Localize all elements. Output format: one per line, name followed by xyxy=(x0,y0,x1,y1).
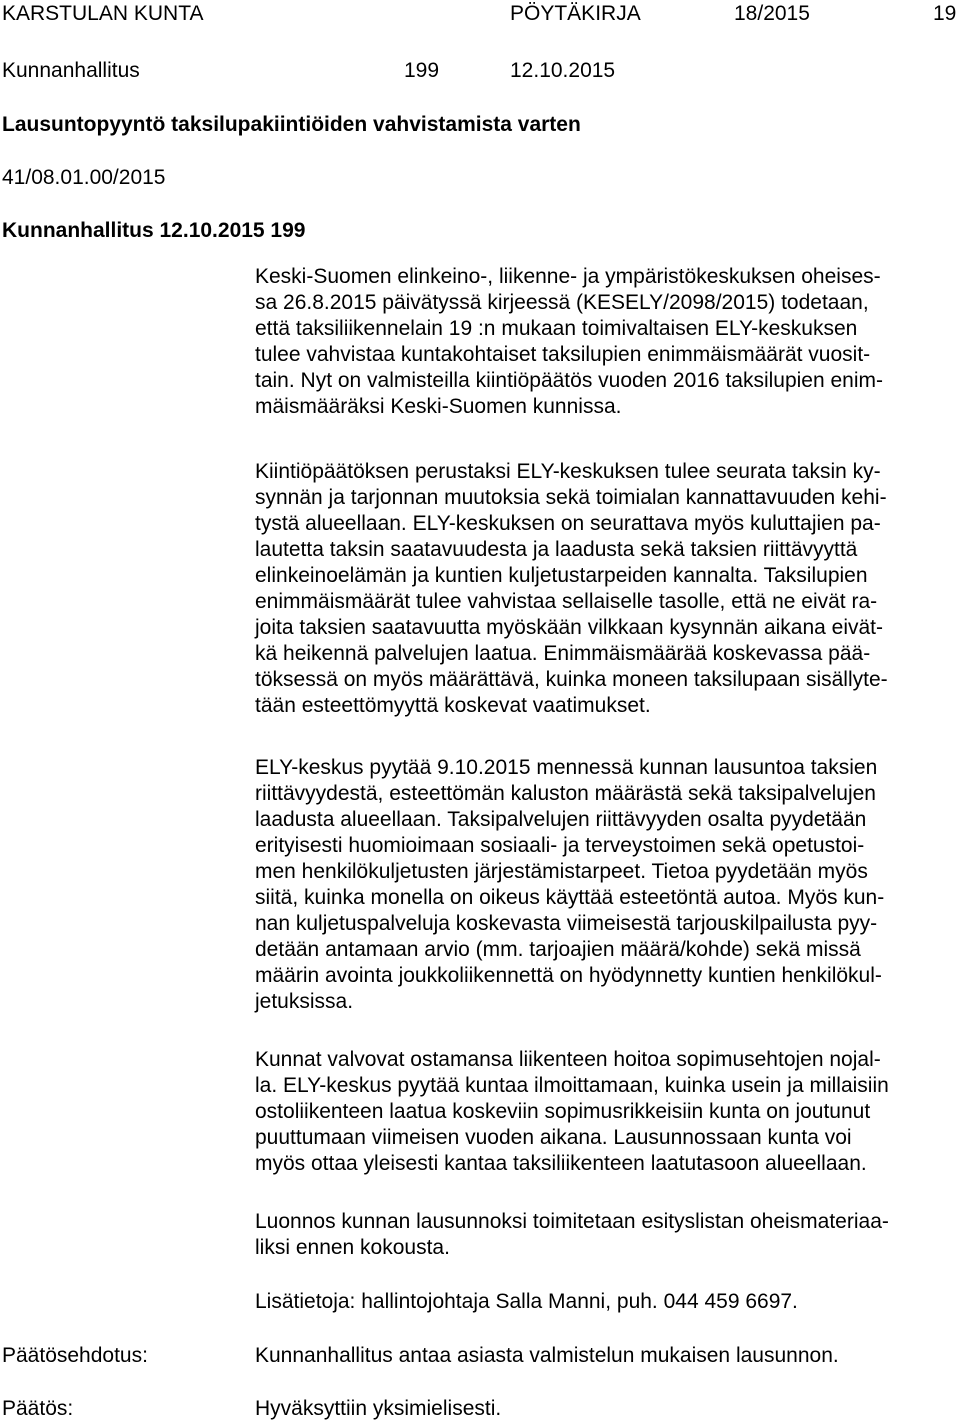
text-line: erityisesti huomioimaan sosiaali- ja terveystoimen sekä opetustoi- xyxy=(255,834,865,857)
text-line: tystä alueellaan. ELY-keskuksen on seurattava myös kuluttajien pa- xyxy=(255,512,881,535)
text-line: riittävyydestä, esteettömän kaluston määrästä sekä taksipalvelujen xyxy=(255,782,876,805)
text-line: detään antamaan arvio (mm. tarjoajien määrä/kohde) sekä missä xyxy=(255,938,861,961)
text-line: Keski-Suomen elinkeino-, liikenne- ja ympäristökeskuksen oheises- xyxy=(255,265,881,288)
decision-label: Päätös: xyxy=(2,1397,74,1420)
text-line: enimmäismäärät tulee vahvistaa sellaiselle tasolle, että ne eivät ra- xyxy=(255,590,878,613)
text-line: synnän ja tarjonnan muutoksia sekä toimialan kannattavuuden kehi- xyxy=(255,486,887,509)
text-line: liksi ennen kokousta. xyxy=(255,1236,450,1259)
paragraph-draft-statement xyxy=(255,1209,957,1261)
paragraph-statement-request xyxy=(255,755,957,1015)
text-line: puuttumaan viimeisen vuoden aikana. Lausunnossaan kunta voi xyxy=(255,1126,852,1149)
text-line: lautetta taksin saatavuudesta ja laadusta sekä taksien riittävyyttä xyxy=(255,538,858,561)
text-line: Kunnat valvovat ostamansa liikenteen hoitoa sopimusehtojen nojal- xyxy=(255,1048,881,1071)
text-line: elinkeinoelämän ja kuntien kuljetustarpeiden kannalta. Taksilupien xyxy=(255,564,868,587)
text-line: sa 26.8.2015 päivätyssä kirjeessä (KESELY/2098/2015) todetaan, xyxy=(255,291,869,314)
text-line: mäismääräksi Keski-Suomen kunnissa. xyxy=(255,395,622,418)
text-line: Luonnos kunnan lausunnoksi toimitetaan esityslistan oheismateriaa- xyxy=(255,1210,889,1233)
text-line: siitä, kuinka monella on oikeus käyttää esteetöntä autoa. Myös kun- xyxy=(255,886,885,909)
text-line: jetuksissa. xyxy=(255,990,354,1013)
text-line: ostoliikenteen laatua koskeviin sopimusrikkeisiin kunta on joutunut xyxy=(255,1100,871,1123)
text-line: että taksiliikennelain 19 :n mukaan toimivaltaisen ELY-keskuksen xyxy=(255,317,858,340)
document-number: 18/2015 xyxy=(734,2,810,25)
text-line: määrin avointa joukkoliikennettä on hyödynnetty kuntien henkilökul- xyxy=(255,964,882,987)
section-number: 199 xyxy=(404,59,440,82)
text-line: tain. Nyt on valmisteilla kiintiöpäätös vuoden 2016 taksilupien enim- xyxy=(255,369,884,392)
document-type: PÖYTÄKIRJA xyxy=(510,2,641,25)
text-line: myös ottaa yleisesti kantaa taksiliikenteen laatutasoon alueellaan. xyxy=(255,1152,867,1175)
paragraph-request-intro xyxy=(255,264,957,420)
meeting-reference: Kunnanhallitus 12.10.2015 199 xyxy=(2,219,306,242)
paragraph-contact-info xyxy=(255,1289,957,1315)
text-line: la. ELY-keskus pyytää kuntaa ilmoittamaan, kuinka usein ja millaisiin xyxy=(255,1074,889,1097)
text-line: laadusta alueellaan. Taksipalvelujen riittävyyden osalta pyydetään xyxy=(255,808,867,831)
text-line: joita taksien saatavuutta myöskään vilkkaan kysynnän aikana eivät- xyxy=(255,616,884,639)
meeting-body: Kunnanhallitus xyxy=(2,59,140,82)
text-line: nan kuljetuspalveluja koskevasta viimeisestä tarjouskilpailusta pyy- xyxy=(255,912,878,935)
text-line: ELY-keskus pyytää 9.10.2015 mennessä kunnan lausuntoa taksien xyxy=(255,756,878,779)
municipality-name: KARSTULAN KUNTA xyxy=(2,2,204,25)
text-line: Kiintiöpäätöksen perustaksi ELY-keskuksen tulee seurata taksin ky- xyxy=(255,460,881,483)
page-number: 19 xyxy=(933,2,957,25)
text-line: töksessä on myös määrättävä, kuinka moneen taksilupaan sisällyte- xyxy=(255,668,888,691)
paragraph-quota-basis xyxy=(255,459,957,719)
proposal-text: Kunnanhallitus antaa asiasta valmistelun mukaisen lausunnon. xyxy=(255,1344,839,1367)
proposal-label: Päätösehdotus: xyxy=(2,1344,148,1367)
text-line: men henkilökuljetusten järjestämistarpeet. Tietoa pyydetään myös xyxy=(255,860,868,883)
item-title: Lausuntopyyntö taksilupakiintiöiden vahvistamista varten xyxy=(2,113,581,136)
text-line: Lisätietoja: hallintojohtaja Salla Manni, puh. 044 459 6697. xyxy=(255,1290,798,1313)
meeting-date: 12.10.2015 xyxy=(510,59,616,82)
text-line: tään esteettömyyttä koskevat vaatimukset. xyxy=(255,694,651,717)
paragraph-contract-supervision xyxy=(255,1047,957,1177)
text-line: tulee vahvistaa kuntakohtaiset taksilupien enimmäismäärät vuosit- xyxy=(255,343,871,366)
record-number: 41/08.01.00/2015 xyxy=(2,166,166,189)
text-line: kä heikennä palvelujen laatua. Enimmäismäärää koskevassa pää- xyxy=(255,642,871,665)
decision-text: Hyväksyttiin yksimielisesti. xyxy=(255,1397,502,1420)
